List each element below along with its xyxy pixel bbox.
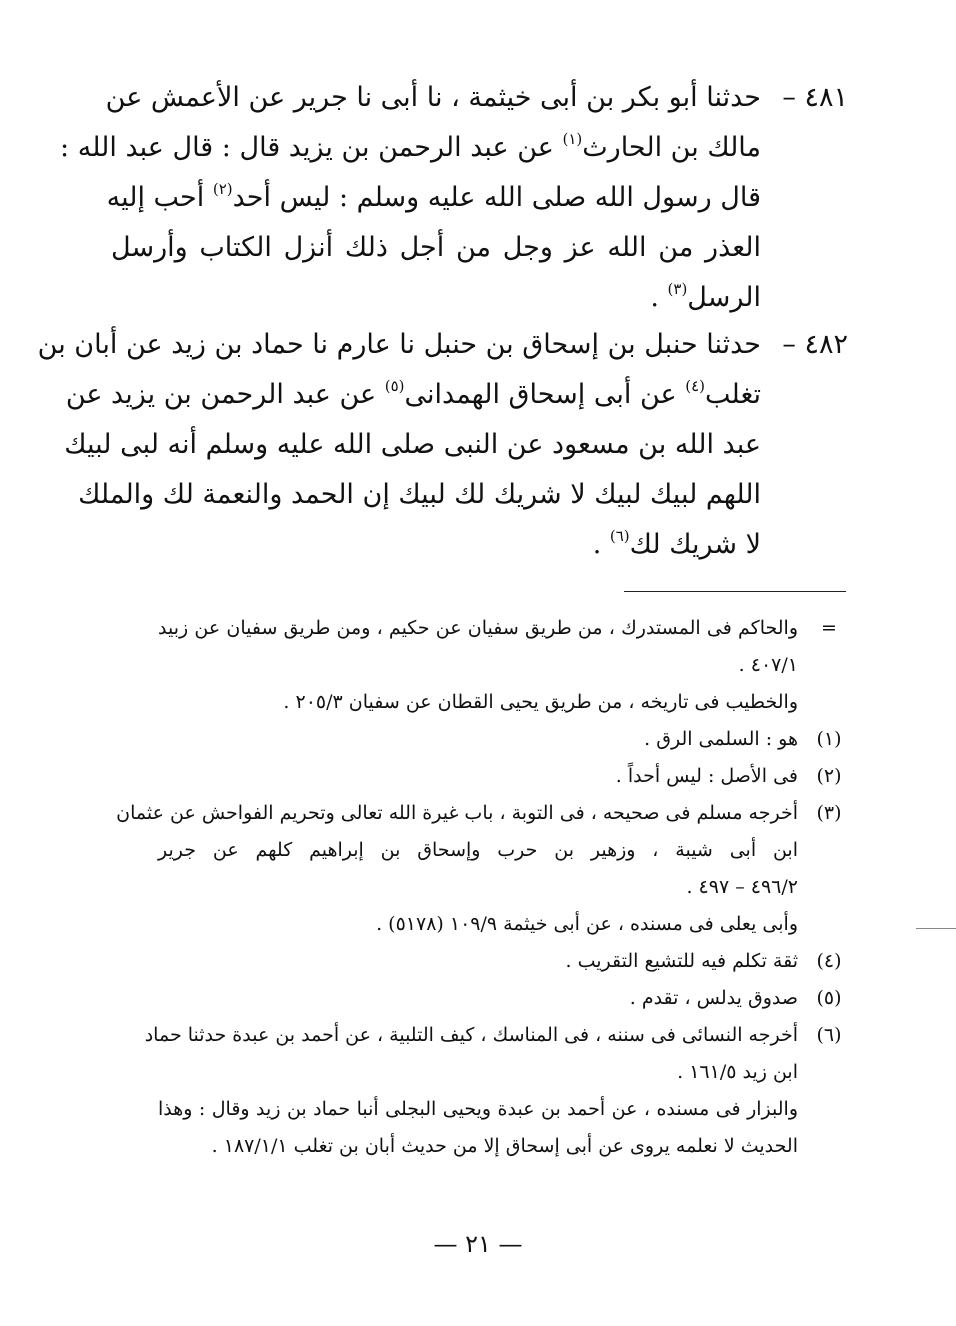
footnote-item	[158, 906, 798, 943]
hadith-text: أحب إليه	[106, 182, 213, 213]
hadith-text: .	[650, 282, 668, 313]
footnote-line: أخرجه مسلم فى صحيحه ، فى التوبة ، باب غيرة الله تعالى وتحريم الفواحش عن عثمان	[116, 802, 798, 824]
footnote-ref: (٢)	[212, 180, 233, 198]
hadith-line	[111, 273, 761, 323]
footnote-ref: (٥)	[384, 377, 405, 395]
footnote-4	[158, 943, 842, 980]
footnote-2	[158, 758, 842, 795]
hadith-line: اللهم لبيك لبيك لا شريك لك لبيك إن الحمد والنعمة لك والملك	[78, 479, 761, 510]
margin-mark	[916, 928, 956, 929]
footnote-line: والبزار فى مسنده ، عن أحمد بن عبدة ويحيى البجلى أنبا حماد بن زيد وقال : وهذا	[158, 1098, 798, 1120]
footnote-line: والحاكم فى المستدرك ، من طريق سفيان عن حكيم ، ومن طريق سفيان عن زبيد	[158, 617, 798, 639]
hadith-number-481: ٤٨١ –	[782, 82, 848, 113]
hadith-text: الرسل	[687, 282, 761, 313]
footnote-5	[158, 980, 842, 1017]
page-number: — ٢١ —	[433, 1230, 523, 1258]
footnote-marker: (٢)	[816, 765, 842, 787]
footnote-line: وأبى يعلى فى مسنده ، عن أبى خيثمة ١٠٩/٩ (٥١٧٨) .	[376, 913, 798, 935]
footnote-line: الحديث لا نعلمه يروى عن أبى إسحاق إلا من حديث أبان بن تغلب ١٨٧/١/١ .	[211, 1135, 798, 1157]
hadith-text: قال رسول الله صلى الله عليه وسلم : ليس أحد	[232, 182, 761, 213]
footnote-line: أخرجه النسائى فى سننه ، فى المناسك ، كيف التلبية ، عن أحمد بن عبدة حدثنا حماد	[144, 1024, 798, 1046]
footnote-line: ابن أبى شيبة ، وزهير بن حرب وإسحاق بن إبراهيم كلهم عن جرير	[158, 839, 798, 861]
hadith-line	[65, 370, 761, 420]
hadith-line: عبد الله بن مسعود عن النبى صلى الله عليه وسلم أنه لبى لبيك	[64, 429, 761, 460]
hadith-481	[105, 73, 761, 123]
hadith-text: عن أبى إسحاق الهمدانى	[404, 379, 686, 410]
footnote-marker: (٣)	[816, 802, 842, 824]
footnote-1	[158, 721, 842, 758]
footnote-item	[158, 684, 798, 721]
hadith-line: العذر من الله عز وجل من أجل ذلك أنزل الكتاب وأرسل	[111, 232, 761, 263]
footnote-line: هو : السلمى الرق .	[644, 728, 798, 750]
hadith-text: لا شريك لك	[629, 529, 761, 560]
footnote-line: والخطيب فى تاريخه ، من طريق يحيى القطان عن سفيان ٢٠٥/٣ .	[283, 691, 798, 713]
footnote-3	[116, 795, 842, 906]
footnote-separator	[624, 591, 846, 592]
hadith-text: .	[592, 529, 610, 560]
footnote-item	[158, 1091, 798, 1165]
hadith-line: حدثنا حنبل بن إسحاق بن حنبل نا عارم نا حماد بن زيد عن أبان بن	[37, 329, 761, 360]
hadith-line: حدثنا أبو بكر بن أبى خيثمة ، نا أبى نا جرير عن الأعمش عن	[105, 82, 761, 113]
hadith-482	[37, 320, 761, 570]
hadith-number-482: ٤٨٢ –	[782, 329, 848, 360]
footnotes	[116, 610, 842, 1165]
hadith-text: مالك بن الحارث	[582, 132, 761, 163]
footnote-line: ٤٩٦/٢ – ٤٩٧ .	[686, 876, 798, 898]
footnote-line: ابن زيد ١٦١/٥ .	[677, 1061, 798, 1083]
footnote-ref: (٦)	[609, 527, 630, 545]
hadith-text: تغلب	[705, 379, 761, 410]
footnote-line: ثقة تكلم فيه للتشيع التقريب .	[565, 950, 798, 972]
footnote-marker: (٥)	[816, 987, 842, 1009]
footnote-marker: (٦)	[816, 1024, 842, 1046]
footnote-continued	[158, 610, 837, 684]
footnote-6	[144, 1017, 842, 1091]
hadith-text: عن عبد الرحمن بن يزيد قال : قال عبد الله :	[60, 132, 563, 163]
hadith-line	[60, 123, 761, 173]
hadith-text: عن عبد الرحمن بن يزيد عن	[65, 379, 385, 410]
footnote-line: صدوق يدلس ، تقدم .	[629, 987, 798, 1009]
footnote-marker: (٤)	[816, 950, 842, 972]
footnote-ref: (٣)	[667, 280, 688, 298]
hadith-481-body	[60, 123, 761, 323]
hadith-line	[106, 173, 761, 223]
footnote-marker: (١)	[816, 728, 842, 750]
footnote-line: فى الأصل : ليس أحداً .	[615, 765, 798, 787]
footnote-marker: =	[821, 617, 837, 639]
footnote-line: ٤٠٧/١ .	[738, 654, 798, 676]
footnote-ref: (١)	[562, 130, 583, 148]
footnote-ref: (٤)	[685, 377, 705, 395]
hadith-line	[111, 520, 761, 570]
